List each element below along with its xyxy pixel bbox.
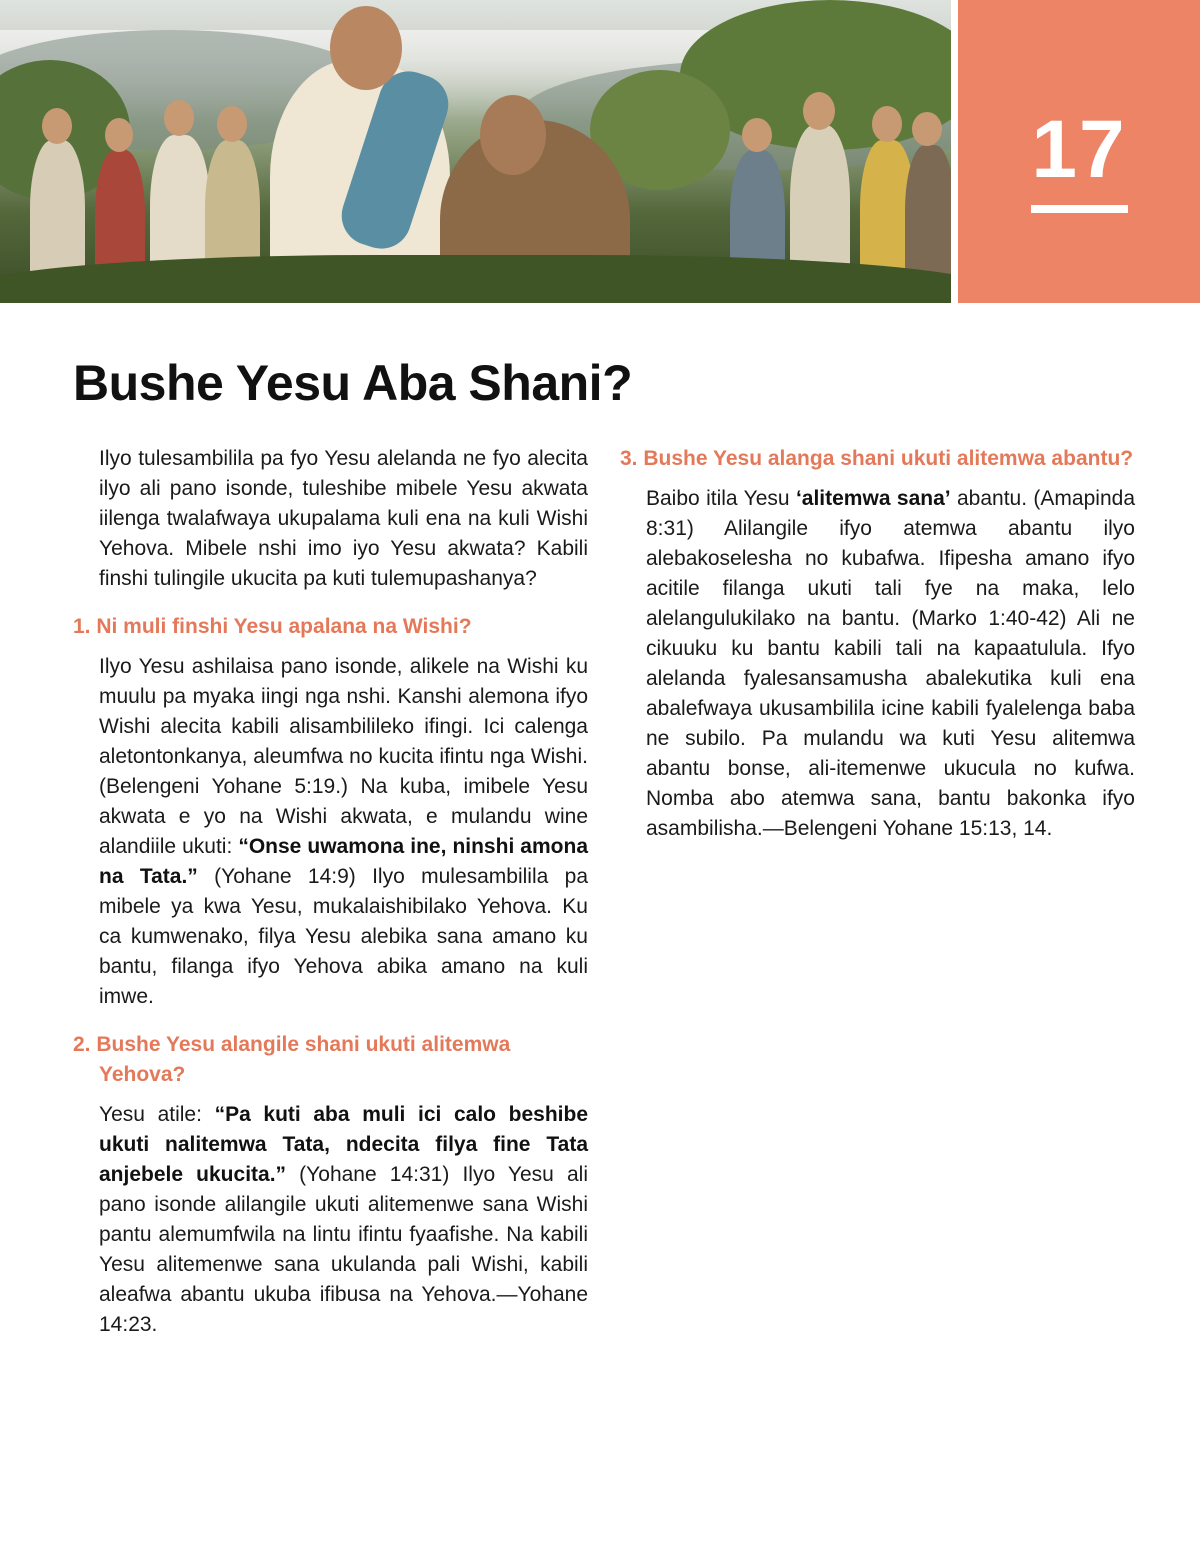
question-1: 1. Ni muli finshi Yesu apalana na Wishi? [73,615,472,638]
figure-head [480,95,546,175]
figure-head [105,118,133,152]
answer-3 [646,484,1135,844]
answer-1-text-cont: (Yohane 14:9) Ilyo mulesambilila pa mibele ya kwa Yesu, mukalaishibilako Yehova. Ku ca kumwenako, filya Yesu alebika sana amano ku bantu, filanga ifyo Yehova abika amano na kuli imwe. [99,865,588,1008]
question-3: 3. Bushe Yesu alanga shani ukuti alitemwa abantu? [620,447,1134,470]
grass [0,255,951,303]
answer-1-text: Ilyo Yesu ashilaisa pano isonde, alikele na Wishi ku muulu pa myaka iingi nga nshi. Kanshi alemona ifyo Wishi alecita kabili alisambilileko ifingi. Ici calenga aletontonkanya, aleumfwa no kucita ifintu nga Wishi. (Belengeni Yohane 5:19.) Na kuba, imibele Yesu akwata e yo na Wishi akwata, e mulandu wine alandiile ukuti: [99,655,588,858]
figure-head [330,6,402,90]
chapter-badge [958,0,1200,303]
figure-head [42,108,72,144]
figure-head [803,92,835,130]
hero-illustration [0,0,951,303]
right-column [620,444,1135,862]
left-column [73,444,588,1358]
figure-head [912,112,942,146]
answer-3-text: Baibo itila Yesu [646,487,796,510]
figure-head [164,100,194,136]
figure-head [217,106,247,142]
answer-1-quote: “Onse uwamona ine, ninshi amona na Tata.” [99,835,588,888]
chapter-number: 17 [1031,104,1127,195]
answer-1 [99,652,588,1012]
question-2: 2. Bushe Yesu alangile shani ukuti alitemwa Yehova? [73,1033,511,1086]
answer-2-text: Yesu atile: [99,1103,215,1126]
answer-3-text-cont: abantu. (Amapinda 8:31) Alilangile ifyo atemwa abantu ilyo alebakoselesha no kubafwa. Ifipesha amano ifyo acitile filanga ukuti tali fye na maka, lelo alelangulukilako na bantu. (Marko 1:40-42) Ali ne cikuuku ku bantu kabili tali na kapaatulula. Ifyo alelanda fyalesansamusha abalekutika kuli ena abalefwaya ukusambilila icine kabili fyalelenga baba ne subilo. Pa mulandu wa kuti Yesu alitemwa abantu bonse, ali-itemenwe ukucula no kufwa. Nomba abo atemwa sana, bantu bakonka ifyo asambilisha.—Belengeni Yohane 15:13, 14. [646,487,1135,840]
answer-2-quote: “Pa kuti aba muli ici calo beshibe ukuti nalitemwa Tata, ndecita filya fine Tata anjebele ukucita.” [99,1103,589,1186]
answer-2 [99,1100,588,1340]
figure-head [872,106,902,142]
chapter-underline [1031,205,1128,213]
answer-3-quote: ‘alitemwa sana’ [795,487,951,510]
answer-2-text-cont: (Yohane 14:31) Ilyo Yesu ali pano isonde alilangile ukuti alitemenwe sana Wishi pantu alemumfwila na lintu ifintu fyaafishe. Na kabili Yesu alitemenwe sana ukulanda pali Wishi, kabili aleafwa abantu ukuba ifibusa na Yehova.—Yohane 14:23. [99,1163,589,1336]
intro-paragraph: Ilyo tulesambilila pa fyo Yesu alelanda ne fyo alecita ilyo ali pano isonde, tuleshibe mibele Yesu akwata iilenga twalafwaya ukupalama kuli ena na kuli Wishi Yehova. Mibele nshi imo iyo Yesu akwata? Kabili finshi tulingile ukucita pa kuti tulemupashanya? [99,447,588,590]
lesson-title: Bushe Yesu Aba Shani? [73,355,633,411]
figure-head [742,118,772,152]
